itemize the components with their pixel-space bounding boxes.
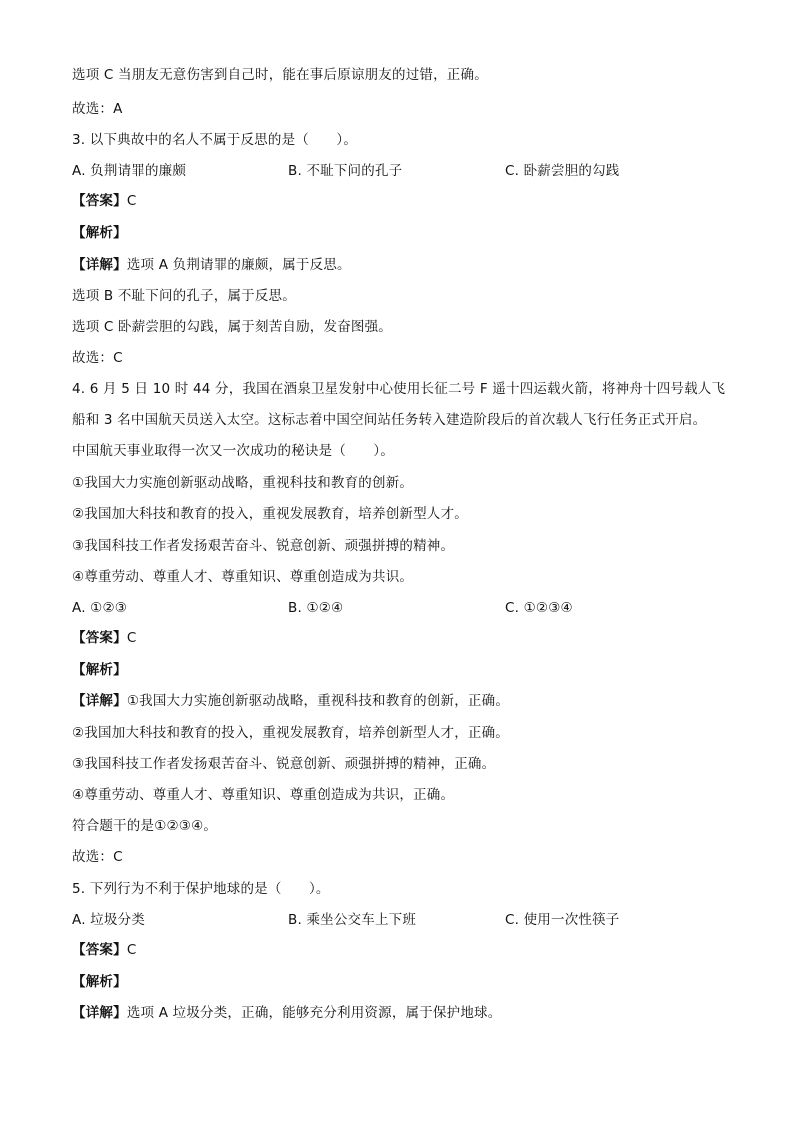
question-3-option-a: A. 负荆请罪的廉颇 bbox=[72, 163, 187, 179]
question-3-analysis bbox=[72, 224, 127, 242]
answer-tag: 【答案】 bbox=[72, 942, 127, 958]
question-4-detail-4: ④尊重劳动、尊重人才、尊重知识、尊重创造成为共识，正确。 bbox=[72, 787, 455, 803]
question-4-answer bbox=[72, 629, 136, 647]
question-4-option-a: A. ①②③ bbox=[72, 600, 128, 616]
question-5-answer bbox=[72, 941, 136, 959]
detail-tag: 【详解】 bbox=[72, 693, 127, 709]
question-5-option-a: A. 垃圾分类 bbox=[72, 912, 145, 928]
question-4-detail-3: ③我国科技工作者发扬艰苦奋斗、锐意创新、顽强拼搏的精神，正确。 bbox=[72, 756, 496, 772]
question-4-fit: 符合题干的是①②③④。 bbox=[72, 818, 218, 834]
question-5-option-c: C. 使用一次性筷子 bbox=[505, 912, 620, 928]
question-3-detail-2: 选项 B 不耻下问的孔子，属于反思。 bbox=[72, 288, 296, 304]
analysis-tag: 【解析】 bbox=[72, 662, 127, 678]
question-5-stem: 5. 下列行为不利于保护地球的是（ ）。 bbox=[72, 881, 330, 897]
question-4-option-c: C. ①②③④ bbox=[505, 600, 573, 616]
analysis-tag: 【解析】 bbox=[72, 974, 127, 990]
question-3-option-c: C. 卧薪尝胆的勾践 bbox=[505, 163, 620, 179]
question-5-analysis bbox=[72, 973, 127, 991]
question-4-stem-2: 船和 3 名中国航天员送入太空。这标志着中国空间站任务转入建造阶段后的首次载人飞行任务正式开启。 bbox=[72, 412, 707, 428]
question-4-item-1: ①我国大力实施创新驱动战略，重视科技和教育的创新。 bbox=[72, 475, 414, 491]
question-4-detail-2: ②我国加大科技和教育的投入，重视发展教育，培养创新型人才，正确。 bbox=[72, 725, 510, 741]
text-line: 选项 C 当朋友无意伤害到自己时，能在事后原谅朋友的过错，正确。 bbox=[72, 67, 488, 83]
question-4-item-4: ④尊重劳动、尊重人才、尊重知识、尊重创造成为共识。 bbox=[72, 569, 414, 585]
analysis-tag: 【解析】 bbox=[72, 225, 127, 241]
answer-tag: 【答案】 bbox=[72, 630, 127, 646]
question-4-analysis bbox=[72, 661, 127, 679]
question-3-option-b: B. 不耻下问的孔子 bbox=[288, 163, 403, 179]
question-4-stem-1: 4. 6 月 5 日 10 时 44 分，我国在酒泉卫星发射中心使用长征二号 F 遥十四运载火箭，将神舟十四号载人飞 bbox=[72, 381, 726, 397]
question-4-stem-3: 中国航天事业取得一次又一次成功的秘诀是（ ）。 bbox=[72, 443, 395, 459]
answer-value: C bbox=[126, 630, 137, 646]
question-3-answer bbox=[72, 192, 136, 210]
question-3-stem: 3. 以下典故中的名人不属于反思的是（ ）。 bbox=[72, 132, 358, 148]
question-4-item-3: ③我国科技工作者发扬艰苦奋斗、锐意创新、顽强拼搏的精神。 bbox=[72, 538, 455, 554]
question-4-choose: 故选：C bbox=[72, 849, 123, 865]
detail-text: 选项 A 垃圾分类，正确，能够充分利用资源，属于保护地球。 bbox=[126, 1005, 502, 1021]
question-3-detail-1 bbox=[72, 256, 351, 274]
answer-value: C bbox=[126, 942, 137, 958]
question-5-detail-1 bbox=[72, 1004, 501, 1022]
detail-tag: 【详解】 bbox=[72, 257, 127, 273]
choose-line: 故选：A bbox=[72, 101, 123, 117]
question-3-detail-3: 选项 C 卧薪尝胆的勾践，属于刻苦自励，发奋图强。 bbox=[72, 319, 393, 335]
detail-text: ①我国大力实施创新驱动战略，重视科技和教育的创新，正确。 bbox=[126, 693, 510, 709]
question-4-option-b: B. ①②④ bbox=[288, 600, 344, 616]
question-4-item-2: ②我国加大科技和教育的投入，重视发展教育，培养创新型人才。 bbox=[72, 506, 468, 522]
detail-tag: 【详解】 bbox=[72, 1005, 127, 1021]
question-3-choose: 故选：C bbox=[72, 350, 123, 366]
detail-text: 选项 A 负荆请罪的廉颇，属于反思。 bbox=[126, 257, 351, 273]
question-5-option-b: B. 乘坐公交车上下班 bbox=[288, 912, 417, 928]
answer-tag: 【答案】 bbox=[72, 193, 127, 209]
question-4-detail-1 bbox=[72, 692, 509, 710]
answer-value: C bbox=[126, 193, 137, 209]
